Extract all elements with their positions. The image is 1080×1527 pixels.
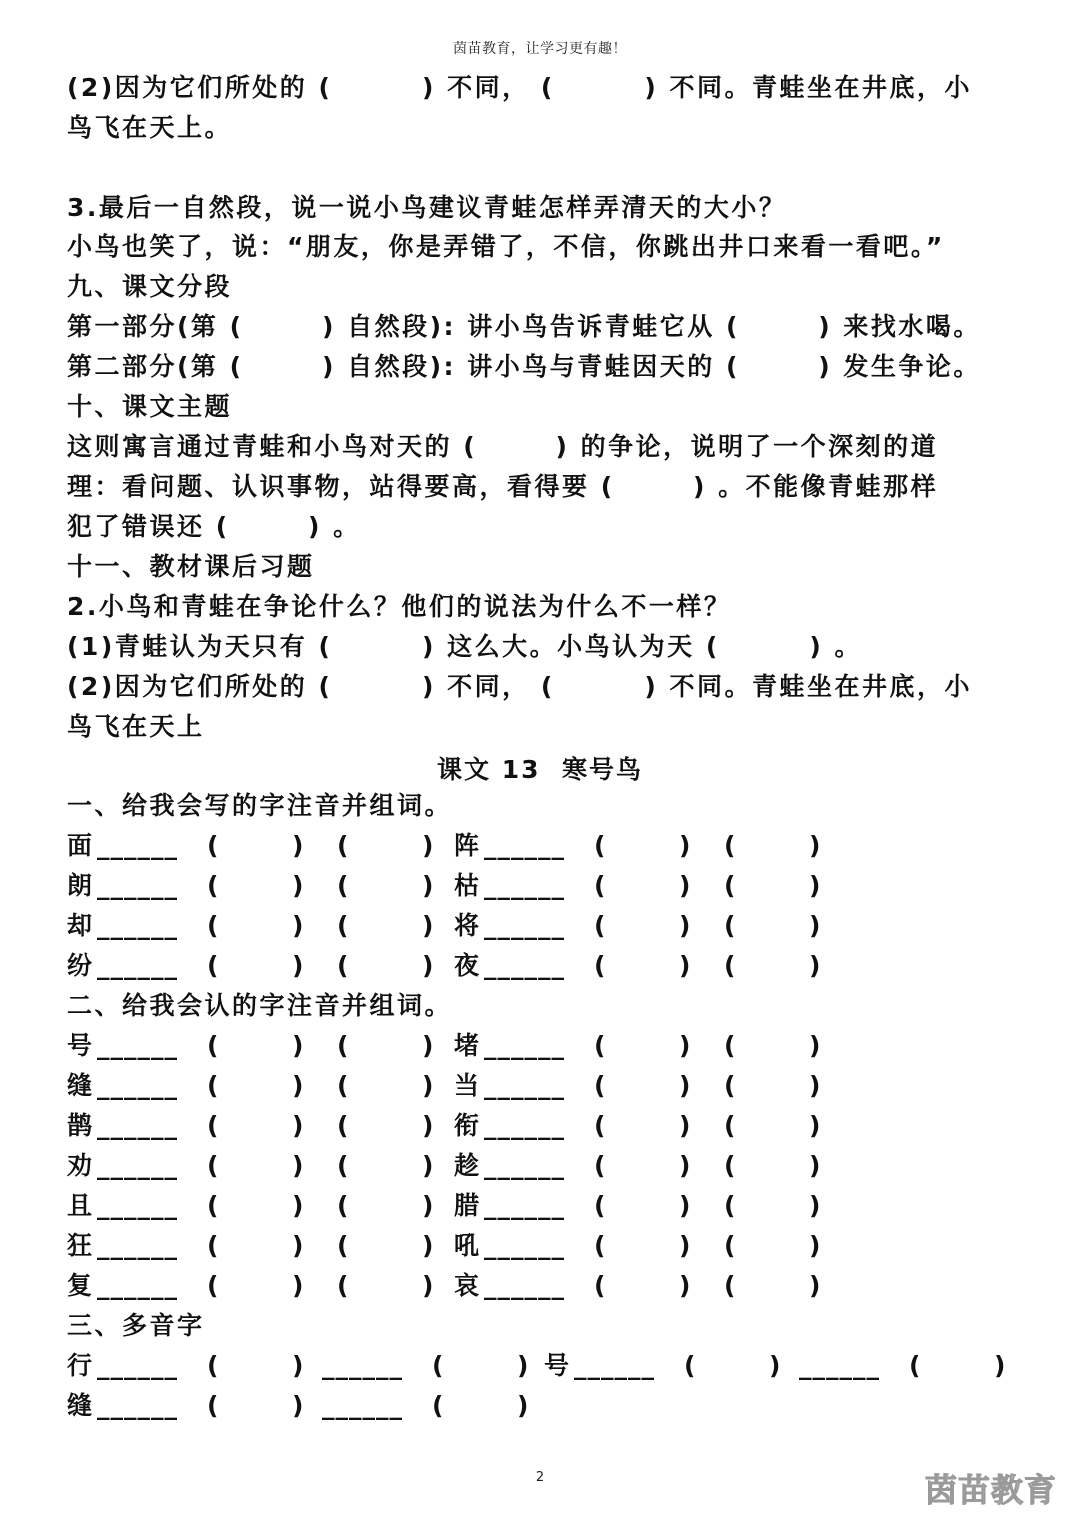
close-paren: ) <box>809 1271 821 1300</box>
close-paren: ) <box>292 911 304 940</box>
open-paren: ( <box>207 951 219 980</box>
open-paren: ( <box>724 1231 736 1260</box>
close-paren: ) <box>422 831 434 860</box>
open-paren: ( <box>594 1271 606 1300</box>
pinyin-blank[interactable]: ______ <box>484 951 565 980</box>
target-character: 号 <box>67 1031 93 1060</box>
pinyin-blank[interactable]: ______ <box>484 1271 565 1300</box>
target-character: 却 <box>67 911 93 940</box>
target-character: 吼 <box>454 1231 480 1260</box>
close-paren: ) <box>292 1231 304 1260</box>
open-paren: ( <box>207 1071 219 1100</box>
pinyin-blank[interactable]: ______ <box>97 1191 178 1220</box>
target-character: 鹊 <box>67 1111 93 1140</box>
open-paren: ( <box>594 1191 606 1220</box>
fill-in-line: (2)因为它们所处的 ( ) 不同， ( ) 不同。青蛙坐在井底，小 <box>67 672 973 701</box>
pinyin-blank[interactable]: ______ <box>484 1151 565 1180</box>
fill-in-line: 这则寓言通过青蛙和小鸟对天的 ( ) 的争论，说明了一个深刻的道 <box>67 432 939 461</box>
pinyin-blank[interactable]: ______ <box>97 1351 178 1380</box>
close-paren: ) <box>809 1111 821 1140</box>
close-paren: ) <box>809 1151 821 1180</box>
question-line: (2)因为它们所处的 ( ) 不同， ( ) 不同。青蛙坐在井底，小 <box>67 73 973 102</box>
open-paren: ( <box>337 1151 349 1180</box>
open-paren: ( <box>724 951 736 980</box>
close-paren: ) <box>422 1071 434 1100</box>
pinyin-blank[interactable]: ______ <box>97 1111 178 1140</box>
close-paren: ) <box>517 1391 529 1420</box>
open-paren: ( <box>337 831 349 860</box>
open-paren: ( <box>724 1191 736 1220</box>
fill-in-line: 犯了错误还 ( ) 。 <box>67 512 361 541</box>
close-paren: ) <box>679 1071 691 1100</box>
section-heading: 十一、教材课后习题 <box>67 552 315 581</box>
open-paren: ( <box>724 1111 736 1140</box>
pinyin-blank[interactable]: ______ <box>97 871 178 900</box>
close-paren: ) <box>679 911 691 940</box>
open-paren: ( <box>684 1351 696 1380</box>
close-paren: ) <box>679 1151 691 1180</box>
target-character: 纷 <box>67 951 93 980</box>
target-character: 堵 <box>454 1031 480 1060</box>
open-paren: ( <box>594 1071 606 1100</box>
close-paren: ) <box>994 1351 1006 1380</box>
open-paren: ( <box>724 1271 736 1300</box>
pinyin-blank[interactable]: ______ <box>574 1351 655 1380</box>
open-paren: ( <box>724 911 736 940</box>
open-paren: ( <box>594 831 606 860</box>
open-paren: ( <box>207 1111 219 1140</box>
close-paren: ) <box>809 951 821 980</box>
target-character: 复 <box>67 1271 93 1300</box>
close-paren: ) <box>809 831 821 860</box>
open-paren: ( <box>594 911 606 940</box>
pinyin-blank[interactable]: ______ <box>97 911 178 940</box>
target-character: 阵 <box>454 831 480 860</box>
close-paren: ) <box>292 951 304 980</box>
open-paren: ( <box>207 911 219 940</box>
section-heading: 三、多音字 <box>67 1311 205 1340</box>
open-paren: ( <box>337 871 349 900</box>
close-paren: ) <box>292 1191 304 1220</box>
pinyin-blank[interactable]: ______ <box>97 831 178 860</box>
target-character: 缝 <box>67 1071 93 1100</box>
open-paren: ( <box>724 1031 736 1060</box>
open-paren: ( <box>594 1111 606 1140</box>
close-paren: ) <box>292 1031 304 1060</box>
pinyin-blank[interactable]: ______ <box>97 1151 178 1180</box>
target-character: 朗 <box>67 871 93 900</box>
close-paren: ) <box>517 1351 529 1380</box>
page-number: 2 <box>535 1470 545 1485</box>
open-paren: ( <box>909 1351 921 1380</box>
answer-line: 小鸟也笑了，说：“朋友，你是弄错了，不信，你跳出井口来看一看吧。” <box>67 232 945 261</box>
section-heading: 十、课文主题 <box>67 392 233 421</box>
target-character: 狂 <box>67 1231 93 1260</box>
open-paren: ( <box>207 1391 219 1420</box>
open-paren: ( <box>337 1231 349 1260</box>
close-paren: ) <box>809 1231 821 1260</box>
open-paren: ( <box>337 951 349 980</box>
pinyin-blank[interactable]: ______ <box>97 1071 178 1100</box>
question-line: 鸟飞在天上。 <box>67 113 233 142</box>
open-paren: ( <box>207 1151 219 1180</box>
close-paren: ) <box>679 1031 691 1060</box>
open-paren: ( <box>724 1151 736 1180</box>
open-paren: ( <box>207 1231 219 1260</box>
question-heading: 3.最后一自然段，说一说小鸟建议青蛙怎样弄清天的大小？ <box>67 193 787 222</box>
close-paren: ) <box>679 1111 691 1140</box>
pinyin-blank[interactable]: ______ <box>97 951 178 980</box>
close-paren: ) <box>679 951 691 980</box>
pinyin-blank[interactable]: ______ <box>484 831 565 860</box>
fill-in-line: 第一部分(第 ( ) 自然段): 讲小鸟告诉青蛙它从 ( ) 来找水喝。 <box>67 312 981 341</box>
lesson-title: 课文 13 寒号鸟 <box>437 755 643 784</box>
section-heading: 二、给我会认的字注音并组词。 <box>67 991 453 1020</box>
target-character: 当 <box>454 1071 480 1100</box>
polyphone-character: 行 <box>67 1351 93 1380</box>
pinyin-blank[interactable]: ______ <box>97 1231 178 1260</box>
target-character: 将 <box>454 911 480 940</box>
pinyin-blank[interactable]: ______ <box>484 911 565 940</box>
open-paren: ( <box>594 951 606 980</box>
open-paren: ( <box>594 1231 606 1260</box>
question-heading: 2.小鸟和青蛙在争论什么？他们的说法为什么不一样？ <box>67 592 732 621</box>
pinyin-blank[interactable]: ______ <box>484 871 565 900</box>
close-paren: ) <box>422 911 434 940</box>
target-character: 且 <box>67 1191 93 1220</box>
close-paren: ) <box>809 1071 821 1100</box>
close-paren: ) <box>422 1191 434 1220</box>
target-character: 腊 <box>454 1191 480 1220</box>
word-blank[interactable]: ______ <box>322 1391 403 1420</box>
close-paren: ) <box>769 1351 781 1380</box>
open-paren: ( <box>207 1271 219 1300</box>
open-paren: ( <box>724 831 736 860</box>
close-paren: ) <box>679 1231 691 1260</box>
open-paren: ( <box>207 1351 219 1380</box>
open-paren: ( <box>337 1111 349 1140</box>
pinyin-blank[interactable]: ______ <box>484 1031 565 1060</box>
target-character: 衔 <box>454 1111 480 1140</box>
close-paren: ) <box>679 1191 691 1220</box>
close-paren: ) <box>422 1031 434 1060</box>
polyphone-character: 号 <box>544 1351 570 1380</box>
close-paren: ) <box>292 1071 304 1100</box>
pinyin-blank[interactable]: ______ <box>484 1111 565 1140</box>
close-paren: ) <box>292 871 304 900</box>
close-paren: ) <box>809 911 821 940</box>
fill-in-line: 理：看问题、认识事物，站得要高，看得要 ( ) 。不能像青蛙那样 <box>67 472 939 501</box>
open-paren: ( <box>724 1071 736 1100</box>
open-paren: ( <box>207 871 219 900</box>
target-character: 枯 <box>454 871 480 900</box>
section-heading: 九、课文分段 <box>67 272 233 301</box>
pinyin-blank[interactable]: ______ <box>484 1071 565 1100</box>
close-paren: ) <box>292 1151 304 1180</box>
fill-in-line: 第二部分(第 ( ) 自然段): 讲小鸟与青蛙因天的 ( ) 发生争论。 <box>67 352 981 381</box>
close-paren: ) <box>422 871 434 900</box>
pinyin-blank[interactable]: ______ <box>97 1271 178 1300</box>
target-character: 面 <box>67 831 93 860</box>
close-paren: ) <box>422 1231 434 1260</box>
open-paren: ( <box>337 1271 349 1300</box>
open-paren: ( <box>337 1031 349 1060</box>
open-paren: ( <box>207 1031 219 1060</box>
open-paren: ( <box>207 831 219 860</box>
open-paren: ( <box>432 1391 444 1420</box>
open-paren: ( <box>337 1071 349 1100</box>
close-paren: ) <box>809 1031 821 1060</box>
open-paren: ( <box>337 911 349 940</box>
close-paren: ) <box>809 1191 821 1220</box>
close-paren: ) <box>679 871 691 900</box>
close-paren: ) <box>292 1391 304 1420</box>
fill-in-line: 鸟飞在天上 <box>67 712 205 741</box>
open-paren: ( <box>594 871 606 900</box>
close-paren: ) <box>422 1151 434 1180</box>
section-heading: 一、给我会写的字注音并组词。 <box>67 791 453 820</box>
open-paren: ( <box>207 1191 219 1220</box>
open-paren: ( <box>724 871 736 900</box>
open-paren: ( <box>337 1191 349 1220</box>
close-paren: ) <box>422 1111 434 1140</box>
pinyin-blank[interactable]: ______ <box>97 1391 178 1420</box>
polyphone-character: 缝 <box>67 1391 93 1420</box>
close-paren: ) <box>809 871 821 900</box>
close-paren: ) <box>292 831 304 860</box>
close-paren: ) <box>422 951 434 980</box>
target-character: 劝 <box>67 1151 93 1180</box>
target-character: 趁 <box>454 1151 480 1180</box>
close-paren: ) <box>292 1271 304 1300</box>
watermark-logo: 茵苗教育 <box>925 1471 1058 1509</box>
close-paren: ) <box>422 1271 434 1300</box>
target-character: 夜 <box>454 951 480 980</box>
close-paren: ) <box>292 1111 304 1140</box>
close-paren: ) <box>292 1351 304 1380</box>
fill-in-line: (1)青蛙认为天只有 ( ) 这么大。小鸟认为天 ( ) 。 <box>67 632 863 661</box>
open-paren: ( <box>432 1351 444 1380</box>
pinyin-blank[interactable]: ______ <box>484 1191 565 1220</box>
page-header-slogan: 茵苗教育，让学习更有趣！ <box>453 41 627 57</box>
close-paren: ) <box>679 831 691 860</box>
close-paren: ) <box>679 1271 691 1300</box>
pinyin-blank[interactable]: ______ <box>484 1231 565 1260</box>
open-paren: ( <box>594 1031 606 1060</box>
word-blank[interactable]: ______ <box>322 1351 403 1380</box>
word-blank[interactable]: ______ <box>799 1351 880 1380</box>
pinyin-blank[interactable]: ______ <box>97 1031 178 1060</box>
target-character: 哀 <box>454 1271 480 1300</box>
open-paren: ( <box>594 1151 606 1180</box>
